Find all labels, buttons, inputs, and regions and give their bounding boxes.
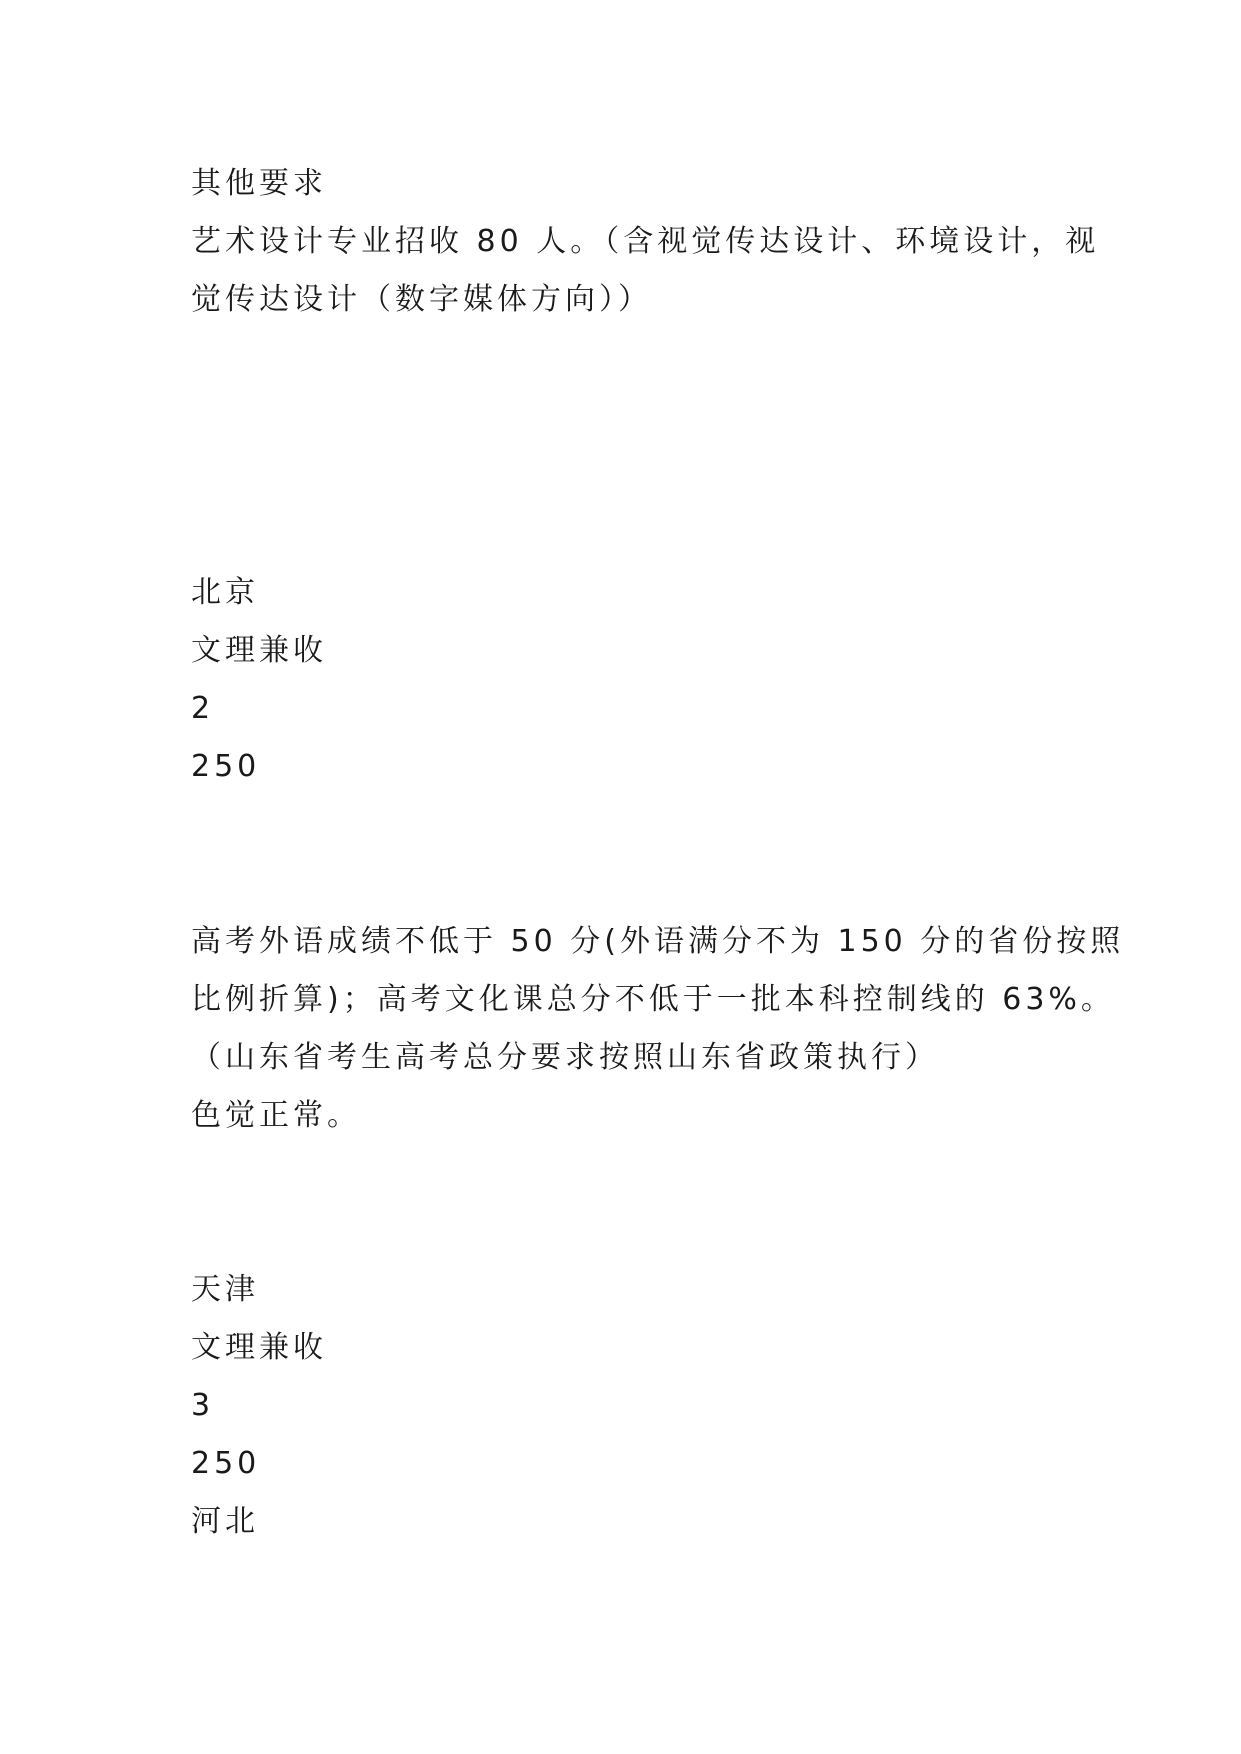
score-beijing: 250 [191, 749, 261, 784]
score-tianjin: 250 [191, 1446, 261, 1481]
section-title-other-requirements: 其他要求 [191, 166, 327, 201]
province-beijing: 北京 [191, 575, 259, 610]
art-design-text-line-2: 觉传达设计（数字媒体方向）） [191, 282, 652, 317]
requirement-text-line-1: 高考外语成绩不低于 50 分(外语满分不为 150 分的省份按照 [191, 924, 1125, 959]
province-hebei: 河北 [191, 1504, 259, 1539]
requirement-text-line-2: 比例折算)；高考文化课总分不低于一批本科控制线的 63%。 [191, 982, 1115, 1017]
requirement-text-line-4: 色觉正常。 [191, 1098, 361, 1133]
quota-beijing: 2 [191, 691, 215, 726]
category-tianjin: 文理兼收 [191, 1330, 327, 1365]
category-beijing: 文理兼收 [191, 633, 327, 668]
requirement-text-line-3: （山东省考生高考总分要求按照山东省政策执行） [191, 1040, 939, 1075]
quota-tianjin: 3 [191, 1388, 215, 1423]
art-design-text-line-1: 艺术设计专业招收 80 人。（含视觉传达设计、环境设计，视 [191, 224, 1100, 259]
province-tianjin: 天津 [191, 1272, 259, 1307]
